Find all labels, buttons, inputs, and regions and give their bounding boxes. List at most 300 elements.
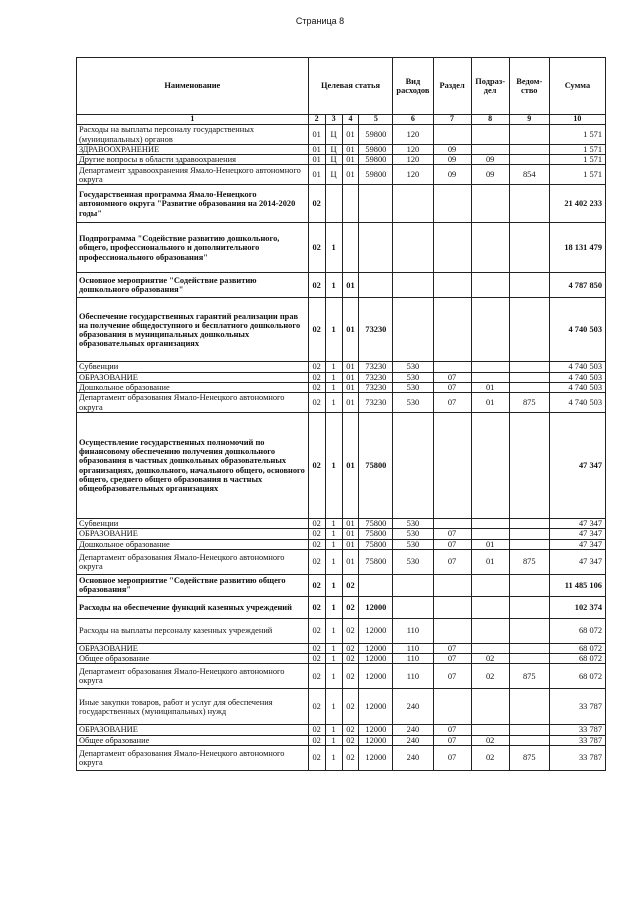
- column-number: 4: [342, 115, 359, 125]
- row-name: Расходы на выплаты персоналу государственных (муниципальных) органов: [77, 125, 309, 145]
- program-code: 02: [308, 689, 325, 725]
- expense-type-code: [393, 413, 433, 519]
- expense-type-code: 120: [393, 145, 433, 155]
- subsection-code: [471, 223, 509, 273]
- row-amount: 4 740 503: [549, 393, 605, 413]
- section-code: 07: [433, 735, 471, 745]
- direction-code: [359, 273, 393, 298]
- subprogram-code: 1: [325, 664, 342, 689]
- department-code: 875: [509, 745, 549, 770]
- direction-code: 12000: [359, 689, 393, 725]
- row-name: Департамент образования Ямало-Ненецкого автономного округа: [77, 549, 309, 574]
- header-expense-type: Вид расходов: [393, 58, 433, 115]
- department-code: [509, 618, 549, 643]
- row-amount: 47 347: [549, 539, 605, 549]
- direction-code: 73230: [359, 382, 393, 392]
- header-row: [77, 58, 606, 115]
- activity-code: 01: [342, 125, 359, 145]
- expense-type-code: 110: [393, 618, 433, 643]
- subsection-code: [471, 725, 509, 735]
- column-number: 1: [77, 115, 309, 125]
- direction-code: 75800: [359, 539, 393, 549]
- activity-code: 01: [342, 549, 359, 574]
- row-name: Департамент образования Ямало-Ненецкого автономного округа: [77, 393, 309, 413]
- subsection-code: 01: [471, 382, 509, 392]
- direction-code: 73230: [359, 298, 393, 362]
- subprogram-code: 1: [325, 413, 342, 519]
- row-amount: 1 571: [549, 165, 605, 185]
- row-name: ОБРАЗОВАНИЕ: [77, 643, 309, 653]
- program-code: 01: [308, 155, 325, 165]
- expense-type-code: 530: [393, 362, 433, 372]
- activity-code: 02: [342, 654, 359, 664]
- row-amount: 4 740 503: [549, 382, 605, 392]
- subsection-code: [471, 362, 509, 372]
- subprogram-code: 1: [325, 393, 342, 413]
- row-name: Расходы на выплаты персоналу казенных учреждений: [77, 618, 309, 643]
- department-code: [509, 362, 549, 372]
- header-department: Ведом-ство: [509, 58, 549, 115]
- table-row: [77, 643, 606, 653]
- row-name: Подпрограмма "Содействие развитию дошкольного, общего, профессионального и дополнительного профессионального образования": [77, 223, 309, 273]
- row-amount: 11 485 106: [549, 574, 605, 596]
- program-code: 02: [308, 362, 325, 372]
- subprogram-code: 1: [325, 549, 342, 574]
- program-code: 02: [308, 643, 325, 653]
- direction-code: 12000: [359, 596, 393, 618]
- subprogram-code: Ц: [325, 145, 342, 155]
- row-name: Иные закупки товаров, работ и услуг для обеспечения государственных (муниципальных) нужд: [77, 689, 309, 725]
- activity-code: 01: [342, 298, 359, 362]
- program-code: 01: [308, 165, 325, 185]
- expense-type-code: [393, 574, 433, 596]
- subprogram-code: 1: [325, 519, 342, 529]
- row-name: Обеспечение государственных гарантий реализации прав на получение общедоступного и бесплатного дошкольного образования в муниципальных дошкольных образовательных организациях: [77, 298, 309, 362]
- subsection-code: 09: [471, 155, 509, 165]
- subsection-code: [471, 372, 509, 382]
- expense-type-code: 530: [393, 372, 433, 382]
- page-label: Страница 8: [295, 16, 345, 26]
- direction-code: [359, 574, 393, 596]
- program-code: 02: [308, 413, 325, 519]
- row-name: Расходы на обеспечение функций казенных учреждений: [77, 596, 309, 618]
- section-code: [433, 362, 471, 372]
- activity-code: 02: [342, 596, 359, 618]
- activity-code: 02: [342, 689, 359, 725]
- table-row: [77, 519, 606, 529]
- subprogram-code: 1: [325, 654, 342, 664]
- table-row: [77, 273, 606, 298]
- section-code: 07: [433, 725, 471, 735]
- subprogram-code: 1: [325, 223, 342, 273]
- section-code: 07: [433, 393, 471, 413]
- program-code: 02: [308, 735, 325, 745]
- row-amount: 4 740 503: [549, 372, 605, 382]
- direction-code: 12000: [359, 618, 393, 643]
- row-amount: 47 347: [549, 529, 605, 539]
- direction-code: 75800: [359, 529, 393, 539]
- section-code: 07: [433, 549, 471, 574]
- subprogram-code: 1: [325, 574, 342, 596]
- header-target-article: Целевая статья: [308, 58, 393, 115]
- department-code: [509, 223, 549, 273]
- activity-code: 02: [342, 664, 359, 689]
- activity-code: 01: [342, 372, 359, 382]
- table-row: [77, 689, 606, 725]
- program-code: 01: [308, 145, 325, 155]
- expense-type-code: 240: [393, 725, 433, 735]
- program-code: 02: [308, 273, 325, 298]
- program-code: 02: [308, 519, 325, 529]
- subsection-code: [471, 125, 509, 145]
- program-code: 02: [308, 298, 325, 362]
- section-code: 07: [433, 372, 471, 382]
- expense-type-code: 110: [393, 643, 433, 653]
- program-code: 02: [308, 574, 325, 596]
- activity-code: 01: [342, 145, 359, 155]
- subprogram-code: 1: [325, 745, 342, 770]
- row-amount: 68 072: [549, 664, 605, 689]
- section-code: 07: [433, 654, 471, 664]
- row-name: Субвенции: [77, 362, 309, 372]
- program-code: 02: [308, 596, 325, 618]
- activity-code: 01: [342, 413, 359, 519]
- table-row: [77, 298, 606, 362]
- column-number: 5: [359, 115, 393, 125]
- row-amount: 47 347: [549, 519, 605, 529]
- program-code: 02: [308, 223, 325, 273]
- section-code: 09: [433, 165, 471, 185]
- department-code: [509, 155, 549, 165]
- section-code: 07: [433, 664, 471, 689]
- program-code: 02: [308, 185, 325, 223]
- department-code: [509, 689, 549, 725]
- section-code: [433, 596, 471, 618]
- expense-type-code: [393, 596, 433, 618]
- row-amount: 1 571: [549, 155, 605, 165]
- activity-code: 01: [342, 382, 359, 392]
- expense-type-code: 110: [393, 664, 433, 689]
- direction-code: 12000: [359, 654, 393, 664]
- direction-code: 75800: [359, 413, 393, 519]
- expense-type-code: 530: [393, 519, 433, 529]
- subsection-code: 02: [471, 654, 509, 664]
- program-code: 02: [308, 745, 325, 770]
- row-name: Общее образование: [77, 654, 309, 664]
- direction-code: [359, 185, 393, 223]
- row-name: Основное мероприятие "Содействие развитию общего образования": [77, 574, 309, 596]
- program-code: 01: [308, 125, 325, 145]
- department-code: [509, 372, 549, 382]
- subprogram-code: 1: [325, 618, 342, 643]
- department-code: 875: [509, 664, 549, 689]
- column-number: 9: [509, 115, 549, 125]
- direction-code: 12000: [359, 745, 393, 770]
- activity-code: 02: [342, 745, 359, 770]
- row-amount: 68 072: [549, 643, 605, 653]
- table-row: [77, 664, 606, 689]
- row-name: ЗДРАВООХРАНЕНИЕ: [77, 145, 309, 155]
- activity-code: 01: [342, 155, 359, 165]
- section-code: [433, 273, 471, 298]
- subprogram-code: Ц: [325, 125, 342, 145]
- row-name: Основное мероприятие "Содействие развитию дошкольного образования": [77, 273, 309, 298]
- table-row: [77, 596, 606, 618]
- column-number: 3: [325, 115, 342, 125]
- row-amount: 1 571: [549, 125, 605, 145]
- activity-code: 02: [342, 735, 359, 745]
- department-code: [509, 596, 549, 618]
- section-code: 07: [433, 643, 471, 653]
- section-code: 09: [433, 155, 471, 165]
- program-code: 02: [308, 618, 325, 643]
- subsection-code: 09: [471, 165, 509, 185]
- subprogram-code: 1: [325, 539, 342, 549]
- budget-table: [76, 57, 606, 771]
- row-amount: 4 787 850: [549, 273, 605, 298]
- expense-type-code: 240: [393, 735, 433, 745]
- direction-code: 12000: [359, 643, 393, 653]
- subprogram-code: 1: [325, 725, 342, 735]
- subsection-code: [471, 643, 509, 653]
- subsection-code: [471, 529, 509, 539]
- section-code: [433, 125, 471, 145]
- row-name: Дошкольное образование: [77, 539, 309, 549]
- expense-type-code: 530: [393, 393, 433, 413]
- row-amount: 33 787: [549, 725, 605, 735]
- section-code: 07: [433, 382, 471, 392]
- subprogram-code: 1: [325, 596, 342, 618]
- row-amount: 102 374: [549, 596, 605, 618]
- column-number: 10: [549, 115, 605, 125]
- subsection-code: [471, 145, 509, 155]
- department-code: [509, 273, 549, 298]
- direction-code: 59800: [359, 155, 393, 165]
- activity-code: 01: [342, 529, 359, 539]
- expense-type-code: 530: [393, 539, 433, 549]
- subsection-code: [471, 298, 509, 362]
- row-amount: 33 787: [549, 745, 605, 770]
- table-row: [77, 745, 606, 770]
- program-code: 02: [308, 382, 325, 392]
- expense-type-code: 240: [393, 745, 433, 770]
- activity-code: 01: [342, 273, 359, 298]
- program-code: 02: [308, 529, 325, 539]
- expense-type-code: [393, 298, 433, 362]
- column-number-row: [77, 115, 606, 125]
- department-code: 875: [509, 549, 549, 574]
- subsection-code: [471, 596, 509, 618]
- header-amount: Сумма: [549, 58, 605, 115]
- direction-code: 73230: [359, 393, 393, 413]
- table-row: [77, 223, 606, 273]
- department-code: [509, 529, 549, 539]
- activity-code: 01: [342, 165, 359, 185]
- subprogram-code: 1: [325, 735, 342, 745]
- subprogram-code: 1: [325, 382, 342, 392]
- program-code: 02: [308, 539, 325, 549]
- subprogram-code: 1: [325, 643, 342, 653]
- direction-code: 12000: [359, 725, 393, 735]
- row-amount: 68 072: [549, 654, 605, 664]
- subprogram-code: 1: [325, 372, 342, 382]
- program-code: 02: [308, 372, 325, 382]
- table-row: [77, 654, 606, 664]
- direction-code: 12000: [359, 664, 393, 689]
- row-name: Департамент здравоохранения Ямало-Ненецкого автономного округа: [77, 165, 309, 185]
- section-code: [433, 574, 471, 596]
- direction-code: 59800: [359, 165, 393, 185]
- subprogram-code: [325, 185, 342, 223]
- subsection-code: [471, 689, 509, 725]
- direction-code: 75800: [359, 549, 393, 574]
- activity-code: 01: [342, 539, 359, 549]
- row-name: ОБРАЗОВАНИЕ: [77, 372, 309, 382]
- activity-code: [342, 185, 359, 223]
- department-code: [509, 725, 549, 735]
- subsection-code: [471, 618, 509, 643]
- table-row: [77, 165, 606, 185]
- subsection-code: [471, 519, 509, 529]
- row-name: Субвенции: [77, 519, 309, 529]
- program-code: 02: [308, 725, 325, 735]
- row-name: ОБРАЗОВАНИЕ: [77, 725, 309, 735]
- activity-code: 02: [342, 574, 359, 596]
- section-code: 07: [433, 745, 471, 770]
- activity-code: 01: [342, 393, 359, 413]
- expense-type-code: 240: [393, 689, 433, 725]
- header-name: Наименование: [77, 58, 309, 115]
- section-code: 09: [433, 145, 471, 155]
- row-name: ОБРАЗОВАНИЕ: [77, 529, 309, 539]
- row-amount: 21 402 233: [549, 185, 605, 223]
- column-number: 2: [308, 115, 325, 125]
- section-code: [433, 413, 471, 519]
- activity-code: [342, 223, 359, 273]
- row-name: Государственная программа Ямало-Ненецкого автономного округа "Развитие образования на 2014-2020 годы": [77, 185, 309, 223]
- subsection-code: 02: [471, 745, 509, 770]
- row-amount: 47 347: [549, 413, 605, 519]
- expense-type-code: 530: [393, 382, 433, 392]
- program-code: 02: [308, 654, 325, 664]
- column-number: 8: [471, 115, 509, 125]
- table-row: [77, 382, 606, 392]
- department-code: [509, 539, 549, 549]
- program-code: 02: [308, 664, 325, 689]
- subsection-code: 01: [471, 393, 509, 413]
- direction-code: 75800: [359, 519, 393, 529]
- direction-code: [359, 223, 393, 273]
- activity-code: 02: [342, 725, 359, 735]
- header-subsection: Подраз-дел: [471, 58, 509, 115]
- direction-code: 59800: [359, 145, 393, 155]
- program-code: 02: [308, 549, 325, 574]
- subprogram-code: 1: [325, 529, 342, 539]
- direction-code: 12000: [359, 735, 393, 745]
- table-row: [77, 145, 606, 155]
- section-code: 07: [433, 529, 471, 539]
- expense-type-code: [393, 185, 433, 223]
- section-code: [433, 618, 471, 643]
- department-code: 854: [509, 165, 549, 185]
- expense-type-code: 110: [393, 654, 433, 664]
- table-row: [77, 618, 606, 643]
- activity-code: 02: [342, 643, 359, 653]
- expense-type-code: 120: [393, 155, 433, 165]
- department-code: [509, 185, 549, 223]
- expense-type-code: 530: [393, 549, 433, 574]
- activity-code: 01: [342, 519, 359, 529]
- department-code: [509, 145, 549, 155]
- subsection-code: 01: [471, 549, 509, 574]
- direction-code: 73230: [359, 362, 393, 372]
- table-row: [77, 155, 606, 165]
- activity-code: 01: [342, 362, 359, 372]
- expense-type-code: [393, 273, 433, 298]
- department-code: [509, 654, 549, 664]
- department-code: [509, 298, 549, 362]
- row-name: Департамент образования Ямало-Ненецкого автономного округа: [77, 745, 309, 770]
- department-code: [509, 643, 549, 653]
- row-amount: 18 131 479: [549, 223, 605, 273]
- program-code: 02: [308, 393, 325, 413]
- section-code: 07: [433, 539, 471, 549]
- table-row: [77, 185, 606, 223]
- subprogram-code: Ц: [325, 155, 342, 165]
- table-row: [77, 549, 606, 574]
- expense-type-code: 120: [393, 125, 433, 145]
- section-code: [433, 223, 471, 273]
- row-amount: 33 787: [549, 689, 605, 725]
- department-code: [509, 413, 549, 519]
- row-name: Другие вопросы в области здравоохранения: [77, 155, 309, 165]
- row-amount: 68 072: [549, 618, 605, 643]
- direction-code: 73230: [359, 372, 393, 382]
- department-code: [509, 125, 549, 145]
- row-amount: 4 740 503: [549, 298, 605, 362]
- direction-code: 59800: [359, 125, 393, 145]
- subsection-code: [471, 273, 509, 298]
- subsection-code: 02: [471, 735, 509, 745]
- table-row: [77, 574, 606, 596]
- activity-code: 02: [342, 618, 359, 643]
- department-code: [509, 382, 549, 392]
- row-name: Общее образование: [77, 735, 309, 745]
- section-code: [433, 519, 471, 529]
- header-section: Раздел: [433, 58, 471, 115]
- section-code: [433, 185, 471, 223]
- table-row: [77, 725, 606, 735]
- subsection-code: [471, 413, 509, 519]
- column-number: 7: [433, 115, 471, 125]
- expense-type-code: [393, 223, 433, 273]
- department-code: [509, 519, 549, 529]
- row-amount: 33 787: [549, 735, 605, 745]
- subsection-code: [471, 185, 509, 223]
- row-amount: 4 740 503: [549, 362, 605, 372]
- table-row: [77, 539, 606, 549]
- subsection-code: 01: [471, 539, 509, 549]
- table-row: [77, 735, 606, 745]
- table-row: [77, 372, 606, 382]
- subprogram-code: 1: [325, 273, 342, 298]
- subprogram-code: Ц: [325, 165, 342, 185]
- department-code: 875: [509, 393, 549, 413]
- row-amount: 1 571: [549, 145, 605, 155]
- department-code: [509, 735, 549, 745]
- expense-type-code: 530: [393, 529, 433, 539]
- column-number: 6: [393, 115, 433, 125]
